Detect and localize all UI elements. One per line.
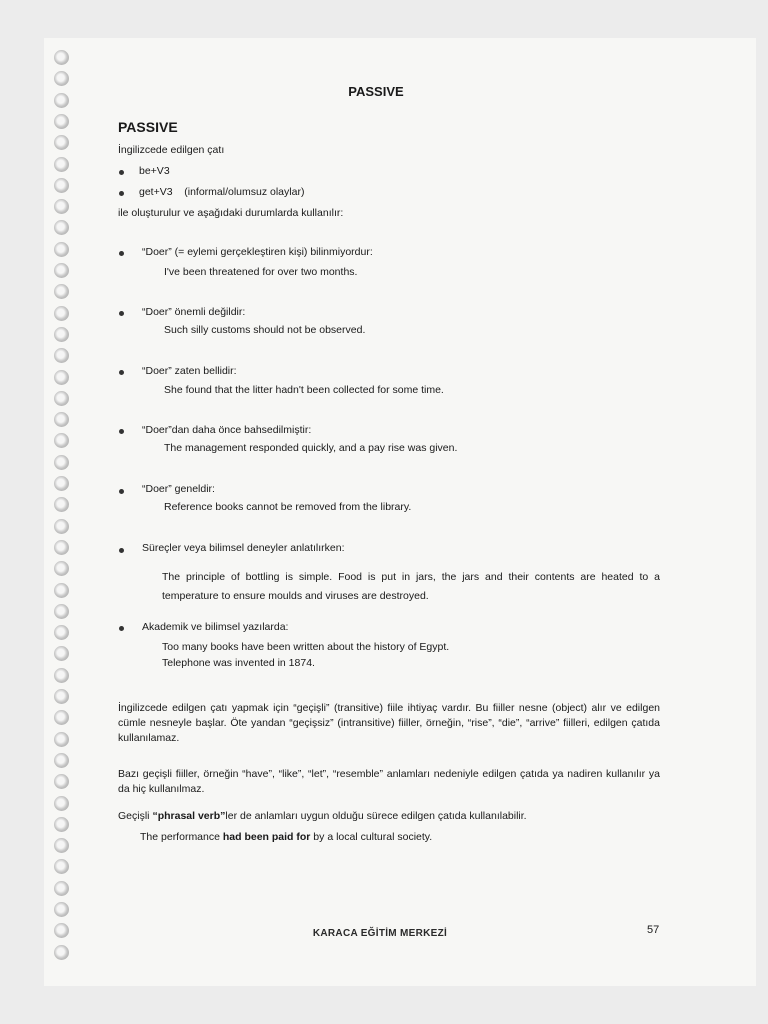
case-example: The management responded quickly, and a pay rise was given. — [164, 442, 458, 454]
bullet-dot — [119, 170, 124, 175]
case-heading: Süreçler veya bilimsel deneyler anlatılırken: — [142, 542, 345, 554]
bullet-dot — [119, 251, 124, 256]
page-number: 57 — [647, 924, 660, 936]
case-example: Telephone was invented in 1874. — [162, 657, 315, 669]
usage-intro: ile oluşturulur ve aşağıdaki durumlarda kullanılır: — [118, 207, 344, 219]
case-example: Such silly customs should not be observed. — [164, 324, 366, 336]
phrasal-paragraph — [118, 809, 527, 823]
page-title: PASSIVE — [348, 84, 404, 99]
phrasal-suffix: ler de anlamları uygun olduğu sürece edilgen çatıda kullanılabilir. — [225, 810, 527, 822]
bullet-dot — [119, 191, 124, 196]
case-example: I've been threatened for over two months. — [164, 266, 358, 278]
footer-text: KARACA EĞİTİM MERKEZİ — [312, 928, 448, 939]
case-heading: “Doer” (= eylemi gerçekleştiren kişi) bilinmiyordur: — [142, 246, 373, 258]
case-heading: Akademik ve bilimsel yazılarda: — [142, 621, 289, 633]
case-example: Too many books have been written about the history of Egypt. — [162, 641, 450, 653]
phrasal-prefix: Geçişli — [118, 810, 153, 822]
case-heading: “Doer” önemli değildir: — [142, 306, 246, 318]
phrasal-bold: “phrasal verb” — [152, 810, 226, 822]
case-example: The principle of bottling is simple. Food is put in jars, the jars and their contents are heated to a temperature to ensure moulds and viruses are destroyed. — [162, 570, 660, 602]
section-title: PASSIVE — [118, 119, 178, 135]
form-item-get-v3: get+V3 (informal/olumsuz olaylar) — [139, 186, 305, 198]
case-example: Reference books cannot be removed from the library. — [164, 501, 412, 513]
transitive-paragraph: İngilizcede edilgen çatı yapmak için “geçişli” (transitive) fiile ihtiyaç vardır. Bu fiiller nesne (object) alır ve edilgen cümle nesneyle başlar. Öte yandan “geçişsiz” (intransitive) fiiller, örneğin, “rise”, “die”, “arrive” fiilleri, edilgen çatıda kullanılamaz. — [118, 701, 660, 744]
case-heading: “Doer”dan daha önce bahsedilmiştir: — [142, 424, 312, 436]
form-item-be-v3: be+V3 — [139, 165, 170, 177]
phrasal-example-part1: The performance — [140, 831, 223, 843]
case-heading: “Doer” zaten bellidir: — [142, 365, 237, 377]
bullet-dot — [119, 626, 124, 631]
phrasal-example-part2: by a local cultural society. — [310, 831, 433, 843]
some-verbs-paragraph: Bazı geçişli fiiller, örneğin “have”, “like”, “let”, “resemble” anlamları nedeniyle edilgen çatıda ya nadiren kullanılır ya da hiç kullanılmaz. — [118, 767, 660, 795]
bullet-dot — [119, 429, 124, 434]
intro-text: İngilizcede edilgen çatı — [118, 144, 225, 156]
phrasal-example-bold: had been paid for — [222, 831, 311, 843]
bullet-dot — [119, 370, 124, 375]
case-example: She found that the litter hadn't been collected for some time. — [164, 384, 444, 396]
bullet-dot — [119, 548, 124, 553]
phrasal-example — [140, 830, 432, 844]
bullet-dot — [119, 311, 124, 316]
case-heading: “Doer” geneldir: — [142, 483, 215, 495]
bullet-dot — [119, 489, 124, 494]
